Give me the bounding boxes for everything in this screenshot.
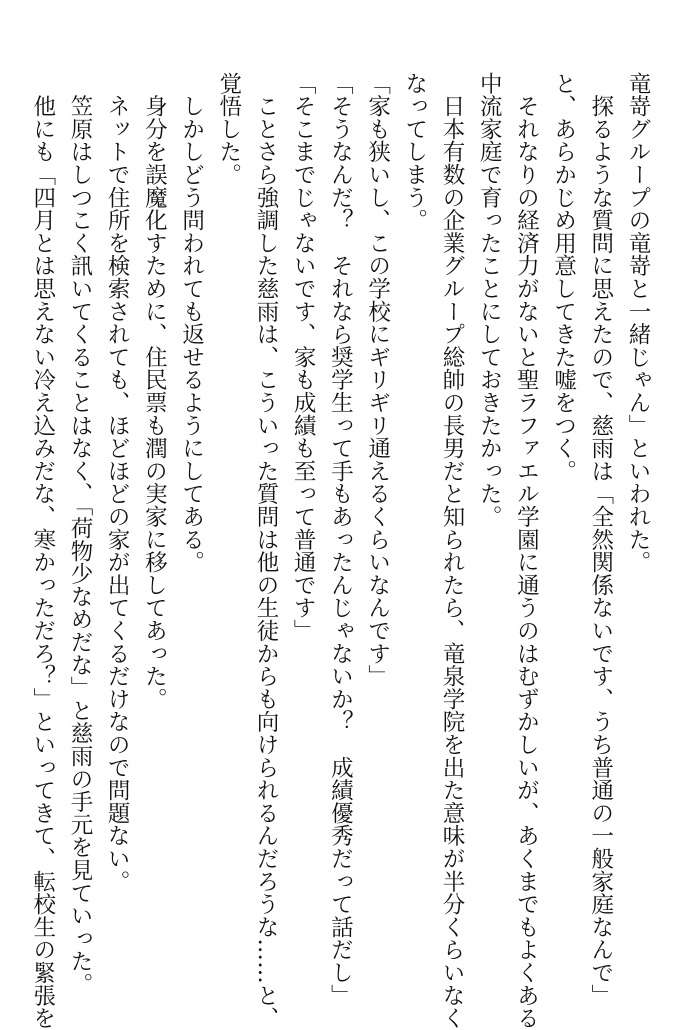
text-line: 日本有数の企業グループ総帥の長男だと知られたら、竜泉学院を出た意味が半分くらいなく <box>438 72 465 1030</box>
text-line: 「そこまでじゃないです、家も成績も至って普通です」 <box>290 72 317 642</box>
text-line: しかしどう問われても返せるようにしてある。 <box>178 72 205 574</box>
text-line: 他にも「四月とは思えない冷え込みだな、寒かっただろ？」といってきて、転校生の緊張を <box>29 72 56 1030</box>
text-line: 「そうなんだ？ それなら奨学生って手もあったんじゃないか？ 成績優秀だって話だし」 <box>327 72 354 1007</box>
vertical-text-body <box>24 72 656 1030</box>
text-line: ネットで住所を検索されても、ほどほどの家が出てくるだけなので問題ない。 <box>104 72 131 893</box>
text-line: 笠原はしつこく訊いてくることはなく、「荷物少なめだな」と慈雨の手元を見ていった。 <box>66 72 93 996</box>
text-line: それなりの経済力がないと聖ラファエル学園に通うのはむずかしいが、あくまでもよくある <box>513 72 540 1030</box>
text-line: 中流家庭で育ったことにしておきたかった。 <box>476 72 503 528</box>
text-line: なってしまう。 <box>401 72 428 232</box>
text-line: 身分を誤魔化すために、住民票も潤の実家に移してあった。 <box>141 72 168 711</box>
text-line: 探るような質問に思えたので、慈雨は「全然関係ないです、うち普通の一般家庭なんで」 <box>587 72 614 1007</box>
text-line: ことさら強調した慈雨は、こういった質問は他の生徒からも向けられるんだろうな……と、 <box>252 72 279 1030</box>
text-line: 竜嵜グループの竜嵜と一緒じゃん」といわれた。 <box>625 72 651 574</box>
text-line: と、あらかじめ用意してきた嘘をつく。 <box>550 72 577 483</box>
text-line: 覚悟した。 <box>215 72 242 186</box>
text-line: 「家も狭いし、この学校にギリギリ通えるくらいなんです」 <box>364 72 391 688</box>
